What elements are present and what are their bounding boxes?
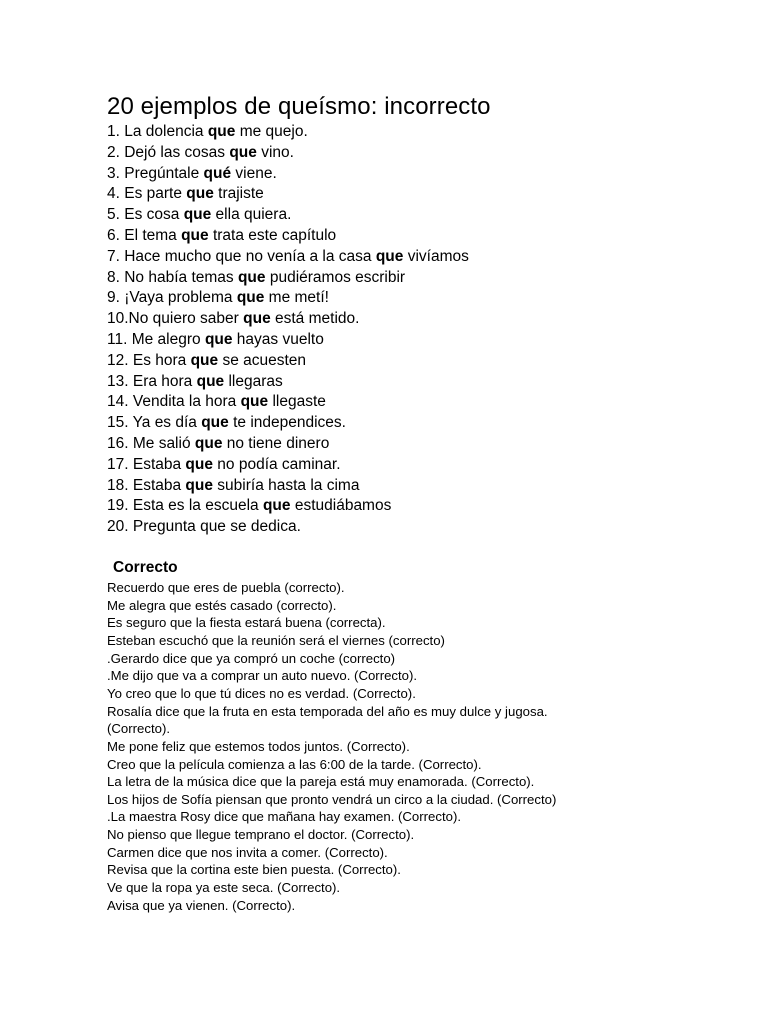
incorrect-example-item bbox=[107, 455, 747, 476]
correct-example-item: Rosalía dice que la fruta en esta temporada del año es muy dulce y jugosa. bbox=[107, 703, 548, 719]
example-highlight-que: que bbox=[237, 268, 266, 286]
example-text-after: te independices. bbox=[228, 414, 346, 432]
incorrect-example-item bbox=[107, 372, 747, 393]
incorrect-example-item bbox=[107, 268, 747, 289]
example-highlight-que: que bbox=[375, 247, 404, 265]
correct-example-item: Los hijos de Sofía piensan que pronto vendrá un circo a la ciudad. (Correcto) bbox=[107, 791, 557, 807]
example-text-after: subiría hasta la cima bbox=[212, 476, 360, 494]
correct-example-item: .La maestra Rosy dice que mañana hay examen. (Correcto). bbox=[107, 809, 462, 825]
incorrect-examples-list bbox=[107, 122, 747, 538]
example-text-after: no podía caminar. bbox=[212, 455, 341, 473]
correct-example-item: Es seguro que la fiesta estará buena (correcta). bbox=[107, 615, 386, 631]
correct-section-title: Correcto bbox=[113, 558, 178, 576]
correct-example-item: (Correcto). bbox=[107, 721, 171, 737]
example-text-after: ella quiera. bbox=[211, 206, 292, 224]
correct-example-item: Me pone feliz que estemos todos juntos. (Correcto). bbox=[107, 738, 410, 754]
example-text-after: se acuesten bbox=[218, 351, 307, 369]
example-text-after: hayas vuelto bbox=[232, 330, 324, 348]
correct-example-item: .Gerardo dice que ya compró un coche (correcto) bbox=[107, 650, 396, 666]
example-text-before: 11. Me alegro bbox=[107, 330, 205, 348]
example-text-before: 16. Me salió bbox=[107, 434, 195, 452]
example-text-before: 12. Es hora bbox=[107, 351, 191, 369]
correct-example-item: Creo que la película comienza a las 6:00 de la tarde. (Correcto). bbox=[107, 756, 482, 772]
example-text-after: pudiéramos escribir bbox=[265, 268, 406, 286]
example-text-after: viene. bbox=[231, 164, 277, 182]
correct-example-item: Yo creo que lo que tú dices no es verdad. (Correcto). bbox=[107, 685, 416, 701]
example-text-before: 4. Es parte bbox=[107, 185, 187, 203]
example-highlight-que: que bbox=[240, 393, 269, 411]
incorrect-example-item bbox=[107, 309, 747, 330]
incorrect-example-item bbox=[107, 476, 747, 497]
correct-example-item: No pienso que llegue temprano el doctor. (Correcto). bbox=[107, 827, 415, 843]
example-highlight-que: que bbox=[229, 143, 257, 161]
example-text-after: trajiste bbox=[213, 185, 264, 203]
document-page bbox=[107, 92, 747, 914]
example-text-before: 14. Vendita la hora bbox=[107, 393, 241, 411]
example-highlight-que: que bbox=[243, 310, 271, 328]
example-highlight-que: que bbox=[204, 330, 233, 348]
correct-examples-list bbox=[107, 579, 747, 914]
example-highlight-que: qué bbox=[203, 164, 232, 182]
example-text-before: 7. Hace mucho que no venía a la casa bbox=[107, 247, 376, 265]
incorrect-example-item bbox=[107, 205, 747, 226]
example-text-after: me quejo. bbox=[235, 123, 308, 140]
example-text-before: 18. Estaba bbox=[107, 476, 186, 494]
incorrect-example-item bbox=[107, 413, 747, 434]
correct-example-item: Avisa que ya vienen. (Correcto). bbox=[107, 897, 296, 913]
correct-example-item: Recuerdo que eres de puebla (correcto). bbox=[107, 579, 345, 595]
example-text-before: 8. No había temas bbox=[107, 268, 238, 286]
correct-example-item: Ve que la ropa ya este seca. (Correcto). bbox=[107, 880, 341, 896]
example-highlight-que: que bbox=[236, 289, 265, 307]
example-highlight-que: que bbox=[181, 226, 209, 244]
example-text-after: me metí! bbox=[264, 289, 329, 307]
incorrect-example-item bbox=[107, 434, 747, 455]
example-text-before: 17. Estaba bbox=[107, 455, 186, 473]
example-highlight-que: que bbox=[262, 497, 291, 515]
example-text-before: 2. Dejó las cosas bbox=[107, 143, 230, 161]
correct-example-item: Carmen dice que nos invita a comer. (Correcto). bbox=[107, 844, 388, 860]
example-text-before: 3. Pregúntale bbox=[107, 164, 204, 182]
example-highlight-que: que bbox=[201, 414, 229, 432]
example-text-after: está metido. bbox=[270, 310, 360, 328]
example-highlight-que: que bbox=[186, 185, 214, 203]
incorrect-example-item bbox=[107, 226, 747, 247]
example-text-before: 6. El tema bbox=[107, 226, 182, 244]
example-highlight-que: que bbox=[183, 206, 212, 224]
example-text-after: llegaras bbox=[224, 372, 283, 390]
correct-example-item: Esteban escuchó que la reunión será el viernes (correcto) bbox=[107, 632, 445, 648]
example-text-after: no tiene dinero bbox=[222, 434, 330, 452]
example-highlight-que: que bbox=[196, 372, 225, 390]
incorrect-example-item bbox=[107, 247, 747, 268]
example-text-before: 13. Era hora bbox=[107, 372, 197, 390]
example-text-before: 15. Ya es día bbox=[107, 414, 202, 432]
example-highlight-que: que bbox=[185, 455, 213, 473]
example-text-before: 19. Esta es la escuela bbox=[107, 497, 263, 515]
example-text-after: vivíamos bbox=[403, 247, 469, 265]
incorrect-example-item bbox=[107, 330, 747, 351]
incorrect-example-item bbox=[107, 351, 747, 372]
example-text-after: trata este capítulo bbox=[208, 226, 337, 244]
example-highlight-que: que bbox=[190, 351, 219, 369]
example-text-after: estudiábamos bbox=[290, 497, 392, 515]
example-text-before: 9. ¡Vaya problema bbox=[107, 289, 237, 307]
example-text-before: 10.No quiero saber bbox=[107, 310, 244, 328]
incorrect-example-item bbox=[107, 517, 747, 538]
correct-example-item: .Me dijo que va a comprar un auto nuevo. (Correcto). bbox=[107, 668, 418, 684]
correct-example-item: Me alegra que estés casado (correcto). bbox=[107, 597, 337, 613]
correct-example-item: Revisa que la cortina este bien puesta. (Correcto). bbox=[107, 862, 401, 878]
incorrect-example-item bbox=[107, 143, 747, 164]
incorrect-example-item bbox=[107, 164, 747, 185]
incorrect-example-item bbox=[107, 122, 747, 143]
example-highlight-que: que bbox=[185, 476, 213, 494]
example-highlight-que: que bbox=[207, 123, 236, 140]
incorrect-example-item bbox=[107, 392, 747, 413]
incorrect-example-item bbox=[107, 496, 747, 517]
example-highlight-que: que bbox=[194, 434, 223, 452]
correct-example-item: La letra de la música dice que la pareja está muy enamorada. (Correcto). bbox=[107, 774, 535, 790]
example-text-before: 1. La dolencia bbox=[107, 123, 208, 140]
incorrect-example-item bbox=[107, 184, 747, 205]
example-text-before: 5. Es cosa bbox=[107, 206, 184, 224]
incorrect-example-item bbox=[107, 288, 747, 309]
example-text-after: llegaste bbox=[268, 393, 326, 411]
example-text-before: 20. Pregunta que se dedica. bbox=[107, 518, 301, 536]
document-title: 20 ejemplos de queísmo: incorrecto bbox=[107, 93, 491, 120]
example-text-after: vino. bbox=[256, 143, 294, 161]
